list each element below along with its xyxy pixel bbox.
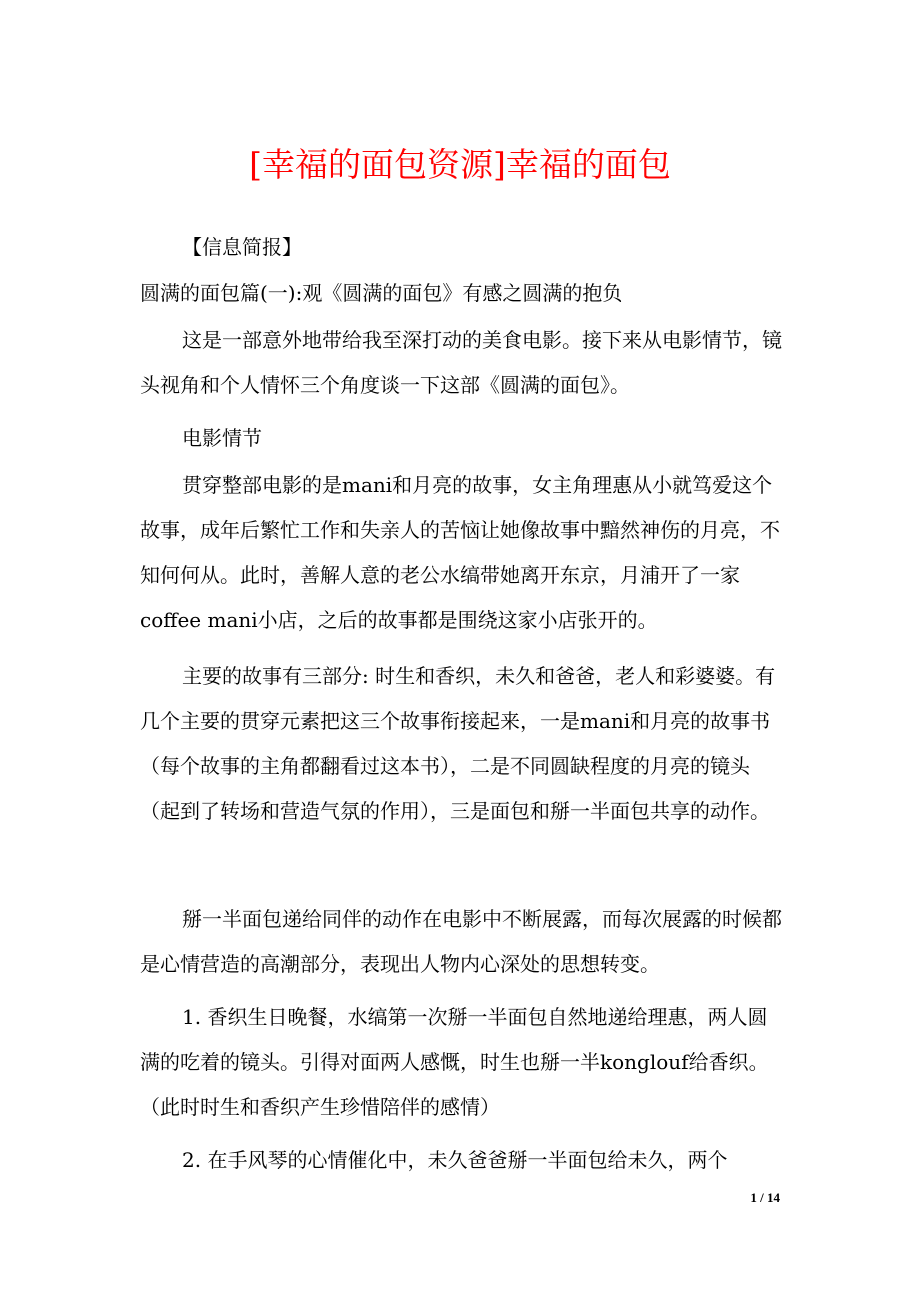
subtitle: 圆满的面包篇(一):观《圆满的面包》有感之圆满的抱负 xyxy=(140,281,623,305)
paragraph-stories: 主要的故事有三部分: 时生和香织，未久和爸爸，老人和彩婆婆。有几个主要的贯穿元素把这三个故事衔接起来，一是mani和月亮的故事书（每个故事的主角都翻看过这本书），二是不同圆缺程度的月亮的镜头（起到了转场和营造气氛的作用），三是面包和掰一半面包共享的动作。 xyxy=(140,664,776,823)
list-item-1: 1. 香织生日晚餐，水缟第一次掰一半面包自然地递给理惠，两人圆满的吃着的镜头。引得对面两人感慨，时生也掰一半konglouf给香织。（此时时生和香织产生珍惜陪伴的感情） xyxy=(140,1005,769,1119)
paragraph-bread-sharing: 掰一半面包递给同伴的动作在电影中不断展露，而每次展露的时候都是心情营造的高潮部分，表现出人物内心深处的思想转变。 xyxy=(140,907,782,976)
info-heading: 【信息简报】 xyxy=(182,235,302,259)
page-number: 1 / 14 xyxy=(750,1190,780,1205)
section-heading-plot: 电影情节 xyxy=(182,426,262,450)
list-item-2: 2. 在手风琴的心情催化中，未久爸爸掰一半面包给未久，两个 xyxy=(182,1148,728,1172)
document-title: [幸福的面包资源]幸福的面包 xyxy=(249,145,671,184)
paragraph-intro: 这是一部意外地带给我至深打动的美食电影。接下来从电影情节，镜头视角和个人情怀三个角度谈一下这部《圆满的面包》。 xyxy=(140,328,782,397)
paragraph-plot: 贯穿整部电影的是mani和月亮的故事，女主角理惠从小就笃爱这个故事，成年后繁忙工作和失亲人的苦恼让她像故事中黯然神伤的月亮，不知何何从。此时，善解人意的老公水缟带她离开东京，月浦开了一家coffee mani小店，之后的故事都是围绕这家小店张开的。 xyxy=(140,473,780,632)
